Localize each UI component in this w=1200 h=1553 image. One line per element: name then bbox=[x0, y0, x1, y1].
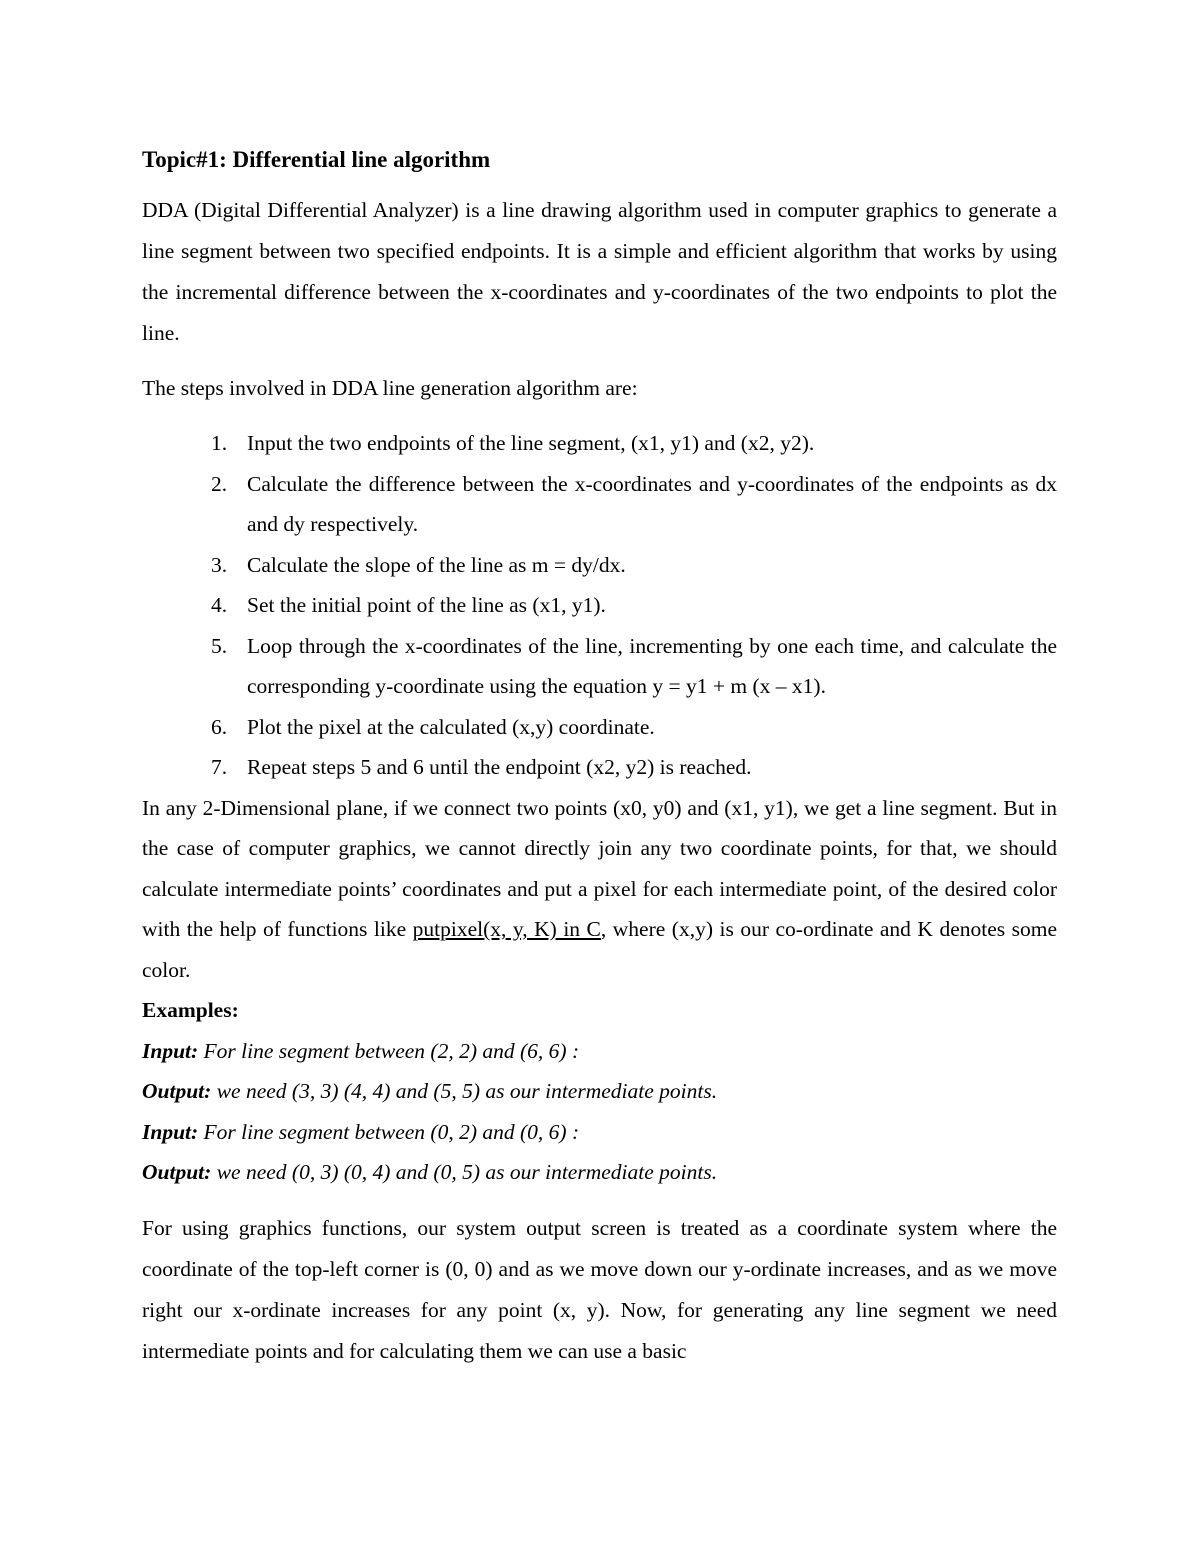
list-item bbox=[142, 545, 1057, 586]
example-label: Output: bbox=[142, 1160, 212, 1184]
list-item-number: 5. bbox=[211, 633, 228, 658]
example-text: we need (0, 3) (0, 4) and (0, 5) as our intermediate points. bbox=[211, 1160, 718, 1184]
list-item bbox=[142, 585, 1057, 626]
list-item-text: Set the initial point of the line as (x1, y1). bbox=[247, 593, 606, 617]
list-item bbox=[142, 464, 1057, 545]
document-page bbox=[142, 140, 1057, 1372]
list-item-number: 7. bbox=[211, 755, 228, 779]
example-line bbox=[142, 1152, 1057, 1193]
example-line bbox=[142, 1112, 1057, 1153]
example-line bbox=[142, 1031, 1057, 1072]
example-line bbox=[142, 1071, 1057, 1112]
example-text: we need (3, 3) (4, 4) and (5, 5) as our intermediate points. bbox=[211, 1079, 718, 1103]
list-item bbox=[142, 747, 1057, 788]
steps-lead-text: The steps involved in DDA line generation algorithm are: bbox=[142, 376, 638, 400]
list-item-number: 4. bbox=[211, 593, 228, 617]
list-item bbox=[142, 423, 1057, 464]
document-title: Topic#1: Differential line algorithm bbox=[142, 147, 491, 172]
example-text: For line segment between (0, 2) and (0, 6) : bbox=[198, 1119, 580, 1144]
list-item-text: Plot the pixel at the calculated (x,y) coordinate. bbox=[247, 714, 655, 739]
list-item-text: Repeat steps 5 and 6 until the endpoint (x2, y2) is reached. bbox=[247, 755, 752, 779]
examples-heading: Examples: bbox=[142, 998, 239, 1022]
list-item-number: 2. bbox=[211, 471, 228, 496]
intro-paragraph: DDA (Digital Differential Analyzer) is a line drawing algorithm used in computer graphics to generate a line segment between two specified endpoints. It is a simple and efficient algorithm that works by using the incremental difference between the x-coordinates and y-coordinates of the two endpoints to plot the line. bbox=[142, 198, 1057, 345]
list-item bbox=[142, 626, 1057, 707]
list-item-text: Calculate the slope of the line as m = dy/dx. bbox=[247, 552, 626, 577]
example-label: Input: bbox=[142, 1119, 199, 1144]
plane-paragraph-text: In any 2-Dimensional plane, if we connect two points (x0, y0) and (x1, y1), we get a line segment. But in the case of computer graphics, we cannot directly join any two coordinate points, for that, we should calculate intermediate points’ coordinates and put a pixel for each intermediate point, of the desired color with the help of functions like bbox=[142, 795, 1057, 941]
list-item-number: 1. bbox=[211, 431, 228, 455]
list-item-number: 3. bbox=[211, 552, 228, 577]
list-item-text: Calculate the difference between the x-coordinates and y-coordinates of the endpoints as dx and dy respectively. bbox=[247, 471, 1057, 536]
steps-list bbox=[142, 423, 1057, 788]
plane-paragraph-text-end: , where (x,y) is our co-ordinate and K denotes some color. bbox=[142, 917, 1058, 982]
list-item-number: 6. bbox=[211, 714, 228, 739]
example-label: Output: bbox=[142, 1079, 212, 1103]
example-label: Input: bbox=[142, 1038, 199, 1063]
list-item-text: Input the two endpoints of the line segment, (x1, y1) and (x2, y2). bbox=[247, 431, 815, 455]
list-item bbox=[142, 707, 1057, 748]
plane-paragraph bbox=[142, 788, 1057, 991]
coordinate-system-paragraph: For using graphics functions, our system output screen is treated as a coordinate system where the coordinate of the top-left corner is (0, 0) and as we move down our y-ordinate increases, and as we move right our x-ordinate increases for any point (x, y). Now, for generating any line segment we need intermediate points and for calculating them we can use a basic bbox=[142, 1215, 1057, 1363]
example-text: For line segment between (2, 2) and (6, 6) : bbox=[198, 1038, 580, 1063]
putpixel-link[interactable]: putpixel(x, y, K) in C bbox=[412, 917, 601, 941]
list-item-text: Loop through the x-coordinates of the line, incrementing by one each time, and calculate the corresponding y-coordinate using the equation y = y1 + m (x – x1). bbox=[247, 633, 1057, 698]
